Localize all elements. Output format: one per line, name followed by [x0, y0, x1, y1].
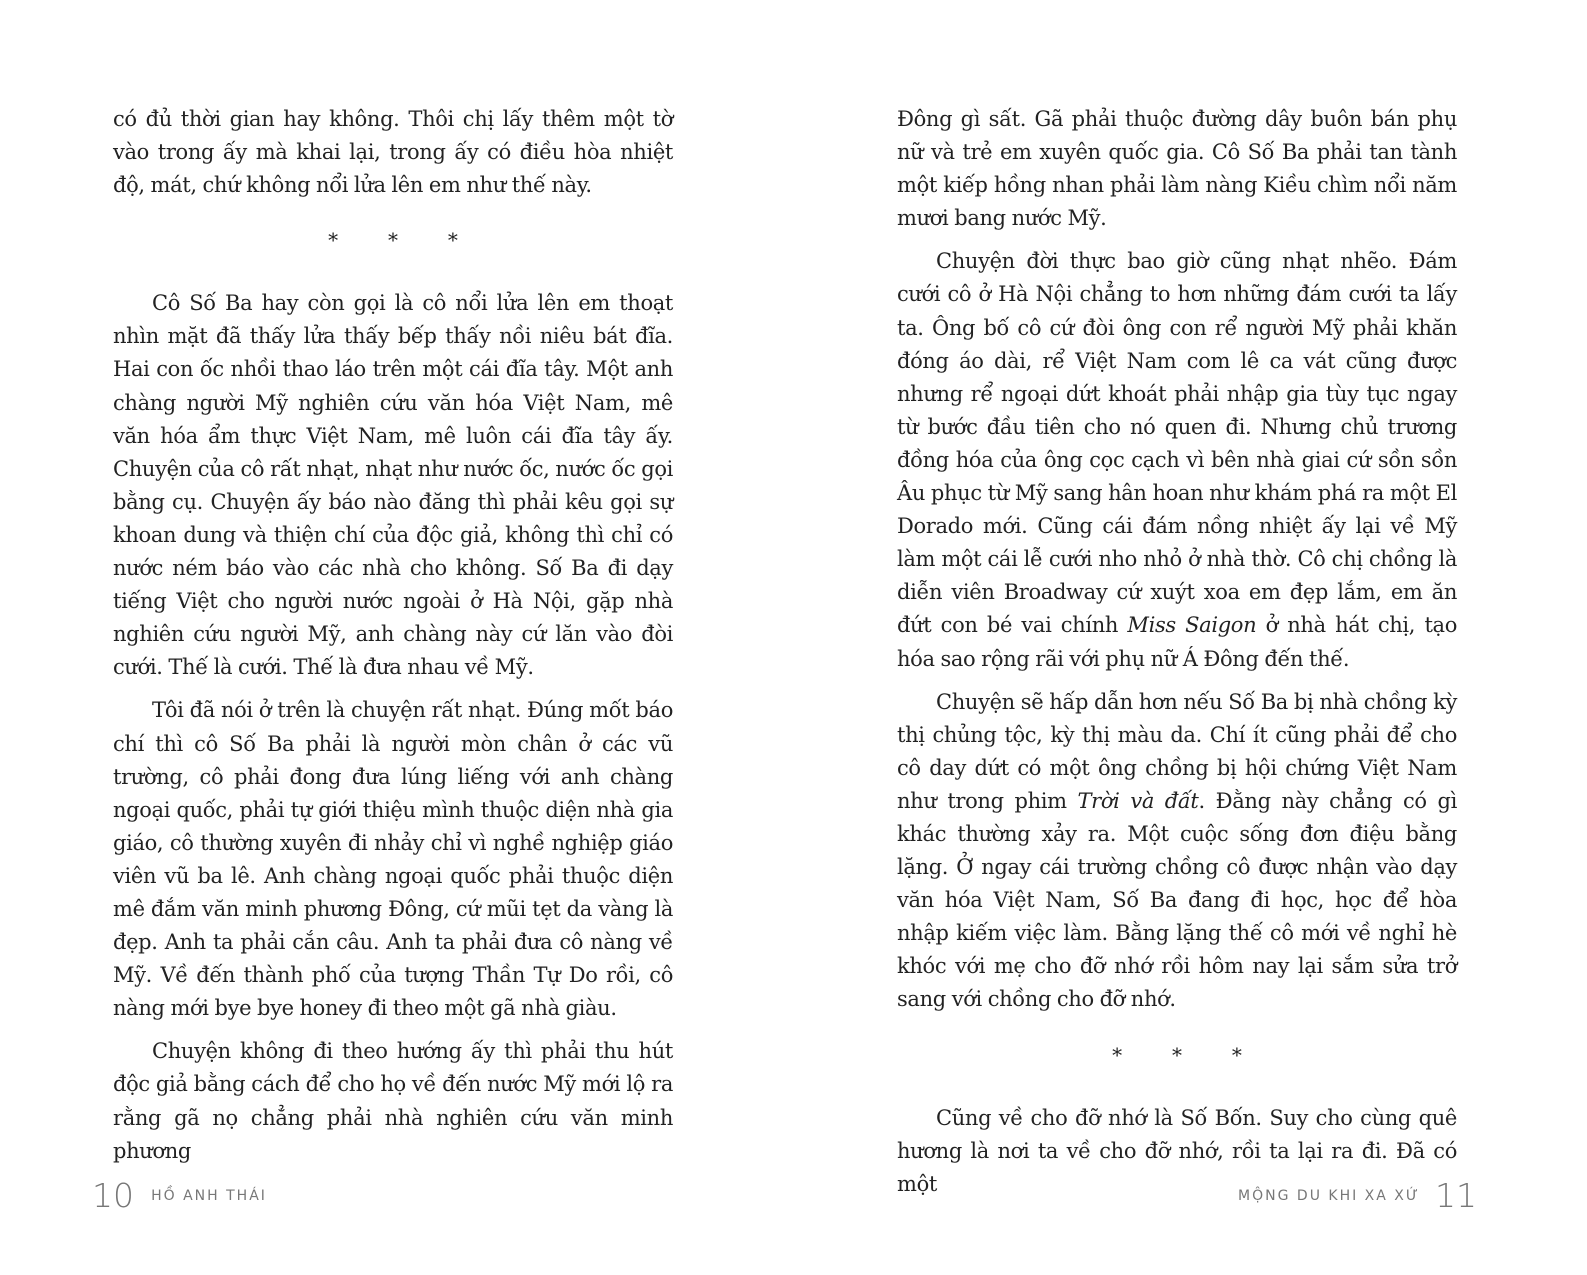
left-page-text — [113, 103, 673, 1178]
paragraph-text: Chuyện đời thực bao giờ cũng nhạt nhẽo. Đám cưới cô ở Hà Nội chẳng to hơn những đám cưới ta lấy ta. Ông bố cô cứ đòi ông con rể người Mỹ phải khăn đóng áo dài, rể Việt Nam com lê ca vát cũng được nhưng rể ngoại dứt khoát phải nhập gia tùy tục ngay từ bước đầu tiên cho nó quen đi. Nhưng chủ trương đồng hóa của ông cọc cạch vì bên nhà giai cứ sồn sồn Âu phục từ Mỹ sang hân hoan như khám phá ra một El Dorado mới. Cũng cái đám nồng nhiệt ấy lại về Mỹ làm một cái lễ cưới nho nhỏ ở nhà thờ. Cô chị chồng là diễn viên Broadway cứ xuýt xoa em đẹp lắm, em ăn đứt con bé vai chính — [897, 249, 1457, 638]
italic-title: Trời và đất — [1077, 788, 1199, 813]
section-separator: * * * — [328, 228, 480, 253]
paragraph: Cũng về cho đỡ nhớ là Số Bốn. Suy cho cùng quê hương là nơi ta về cho đỡ nhớ, rồi ta lại ra đi. Đã có một — [897, 1105, 1457, 1196]
paragraph: Chuyện không đi theo hướng ấy thì phải thu hút độc giả bằng cách để cho họ về đến nước Mỹ mới lộ ra rằng gã nọ chẳng phải nhà nghiên cứu văn minh phương — [113, 1039, 673, 1163]
paragraph: có đủ thời gian hay không. Thôi chị lấy thêm một tờ vào trong ấy mà khai lại, trong ấy có điều hòa nhiệt độ, mát, chứ không nổi lửa lên em như thế này. — [113, 107, 673, 198]
paragraph — [897, 245, 1457, 675]
right-page — [794, 0, 1587, 1275]
paragraph: Đông gì sất. Gã phải thuộc đường dây buôn bán phụ nữ và trẻ em xuyên quốc gia. Cô Số Ba phải tan tành một kiếp hồng nhan phải làm nàng Kiều chìm nổi năm mươi bang nước Mỹ. — [897, 107, 1457, 231]
section-separator: * * * — [1112, 1042, 1264, 1067]
page-number: 10 — [92, 1176, 134, 1215]
page-number: 11 — [1435, 1176, 1477, 1215]
paragraph: Cô Số Ba hay còn gọi là cô nổi lửa lên em thoạt nhìn mặt đã thấy lửa thấy bếp thấy nồi niêu bát đĩa. Hai con ốc nhồi thao láo trên một cái đĩa tây. Một anh chàng người Mỹ nghiên cứu văn hóa Việt Nam, mê văn hóa ẩm thực Việt Nam, mê luôn cái đĩa tây ấy. Chuyện của cô rất nhạt, nhạt như nước ốc, nước ốc gọi bằng cụ. Chuyện ấy báo nào đăng thì phải kêu gọi sự khoan dung và thiện chí của độc giả, không thì chỉ có nước ném báo vào các nhà cho không. Số Ba đi dạy tiếng Việt cho người nước ngoài ở Hà Nội, gặp nhà nghiên cứu người Mỹ, anh chàng này cứ lăn vào đòi cưới. Thế là cưới. Thế là đưa nhau về Mỹ. — [113, 291, 673, 680]
paragraph-text: . Đằng này chẳng có gì khác thường xảy ra. Một cuộc sống đơn điệu bằng lặng. Ở ngay cái trường chồng cô được nhận vào dạy văn hóa Việt Nam, Số Ba đang đi học, học để hòa nhập kiếm việc làm. Bằng lặng thế cô mới về nghỉ hè khóc với mẹ cho đỡ nhớ rồi hôm nay lại sắm sửa trở sang với chồng cho đỡ nhớ. — [897, 788, 1457, 1012]
paragraph-text: ở nhà hát chị, tạo hóa sao rộng rãi với phụ nữ Á Đông đến thế. — [897, 613, 1457, 671]
left-footer — [92, 1176, 267, 1220]
right-page-text — [897, 103, 1457, 1211]
paragraph-text: Chuyện sẽ hấp dẫn hơn nếu Số Ba bị nhà chồng kỳ thị chủng tộc, kỳ thị màu da. Chí ít cũng phải để cho cô day dứt có một ông chồng bị hội chứng Việt Nam như trong phim — [897, 689, 1457, 813]
running-head-title: MỘNG DU KHI XA XỨ — [1238, 1187, 1420, 1204]
italic-title: Miss Saigon — [1127, 613, 1257, 638]
right-footer — [1238, 1176, 1477, 1220]
running-head-author: HỒ ANH THÁI — [151, 1187, 267, 1204]
paragraph: Tôi đã nói ở trên là chuyện rất nhạt. Đúng mốt báo chí thì cô Số Ba phải là người mòn chân ở các vũ trường, cô phải đong đưa lúng liếng với anh chàng ngoại quốc, phải tự giới thiệu mình thuộc diện nhà gia giáo, cô thường xuyên đi nhảy chỉ vì nghề nghiệp giáo viên vũ ba lê. Anh chàng ngoại quốc phải thuộc diện mê đắm văn minh phương Đông, cứ mũi tẹt da vàng là đẹp. Anh ta phải cắn câu. Anh ta phải đưa cô nàng về Mỹ. Về đến thành phố của tượng Thần Tự Do rồi, cô nàng mới bye bye honey đi theo một gã nhà giàu. — [113, 698, 673, 1021]
left-page — [0, 0, 793, 1275]
paragraph — [897, 686, 1457, 1017]
